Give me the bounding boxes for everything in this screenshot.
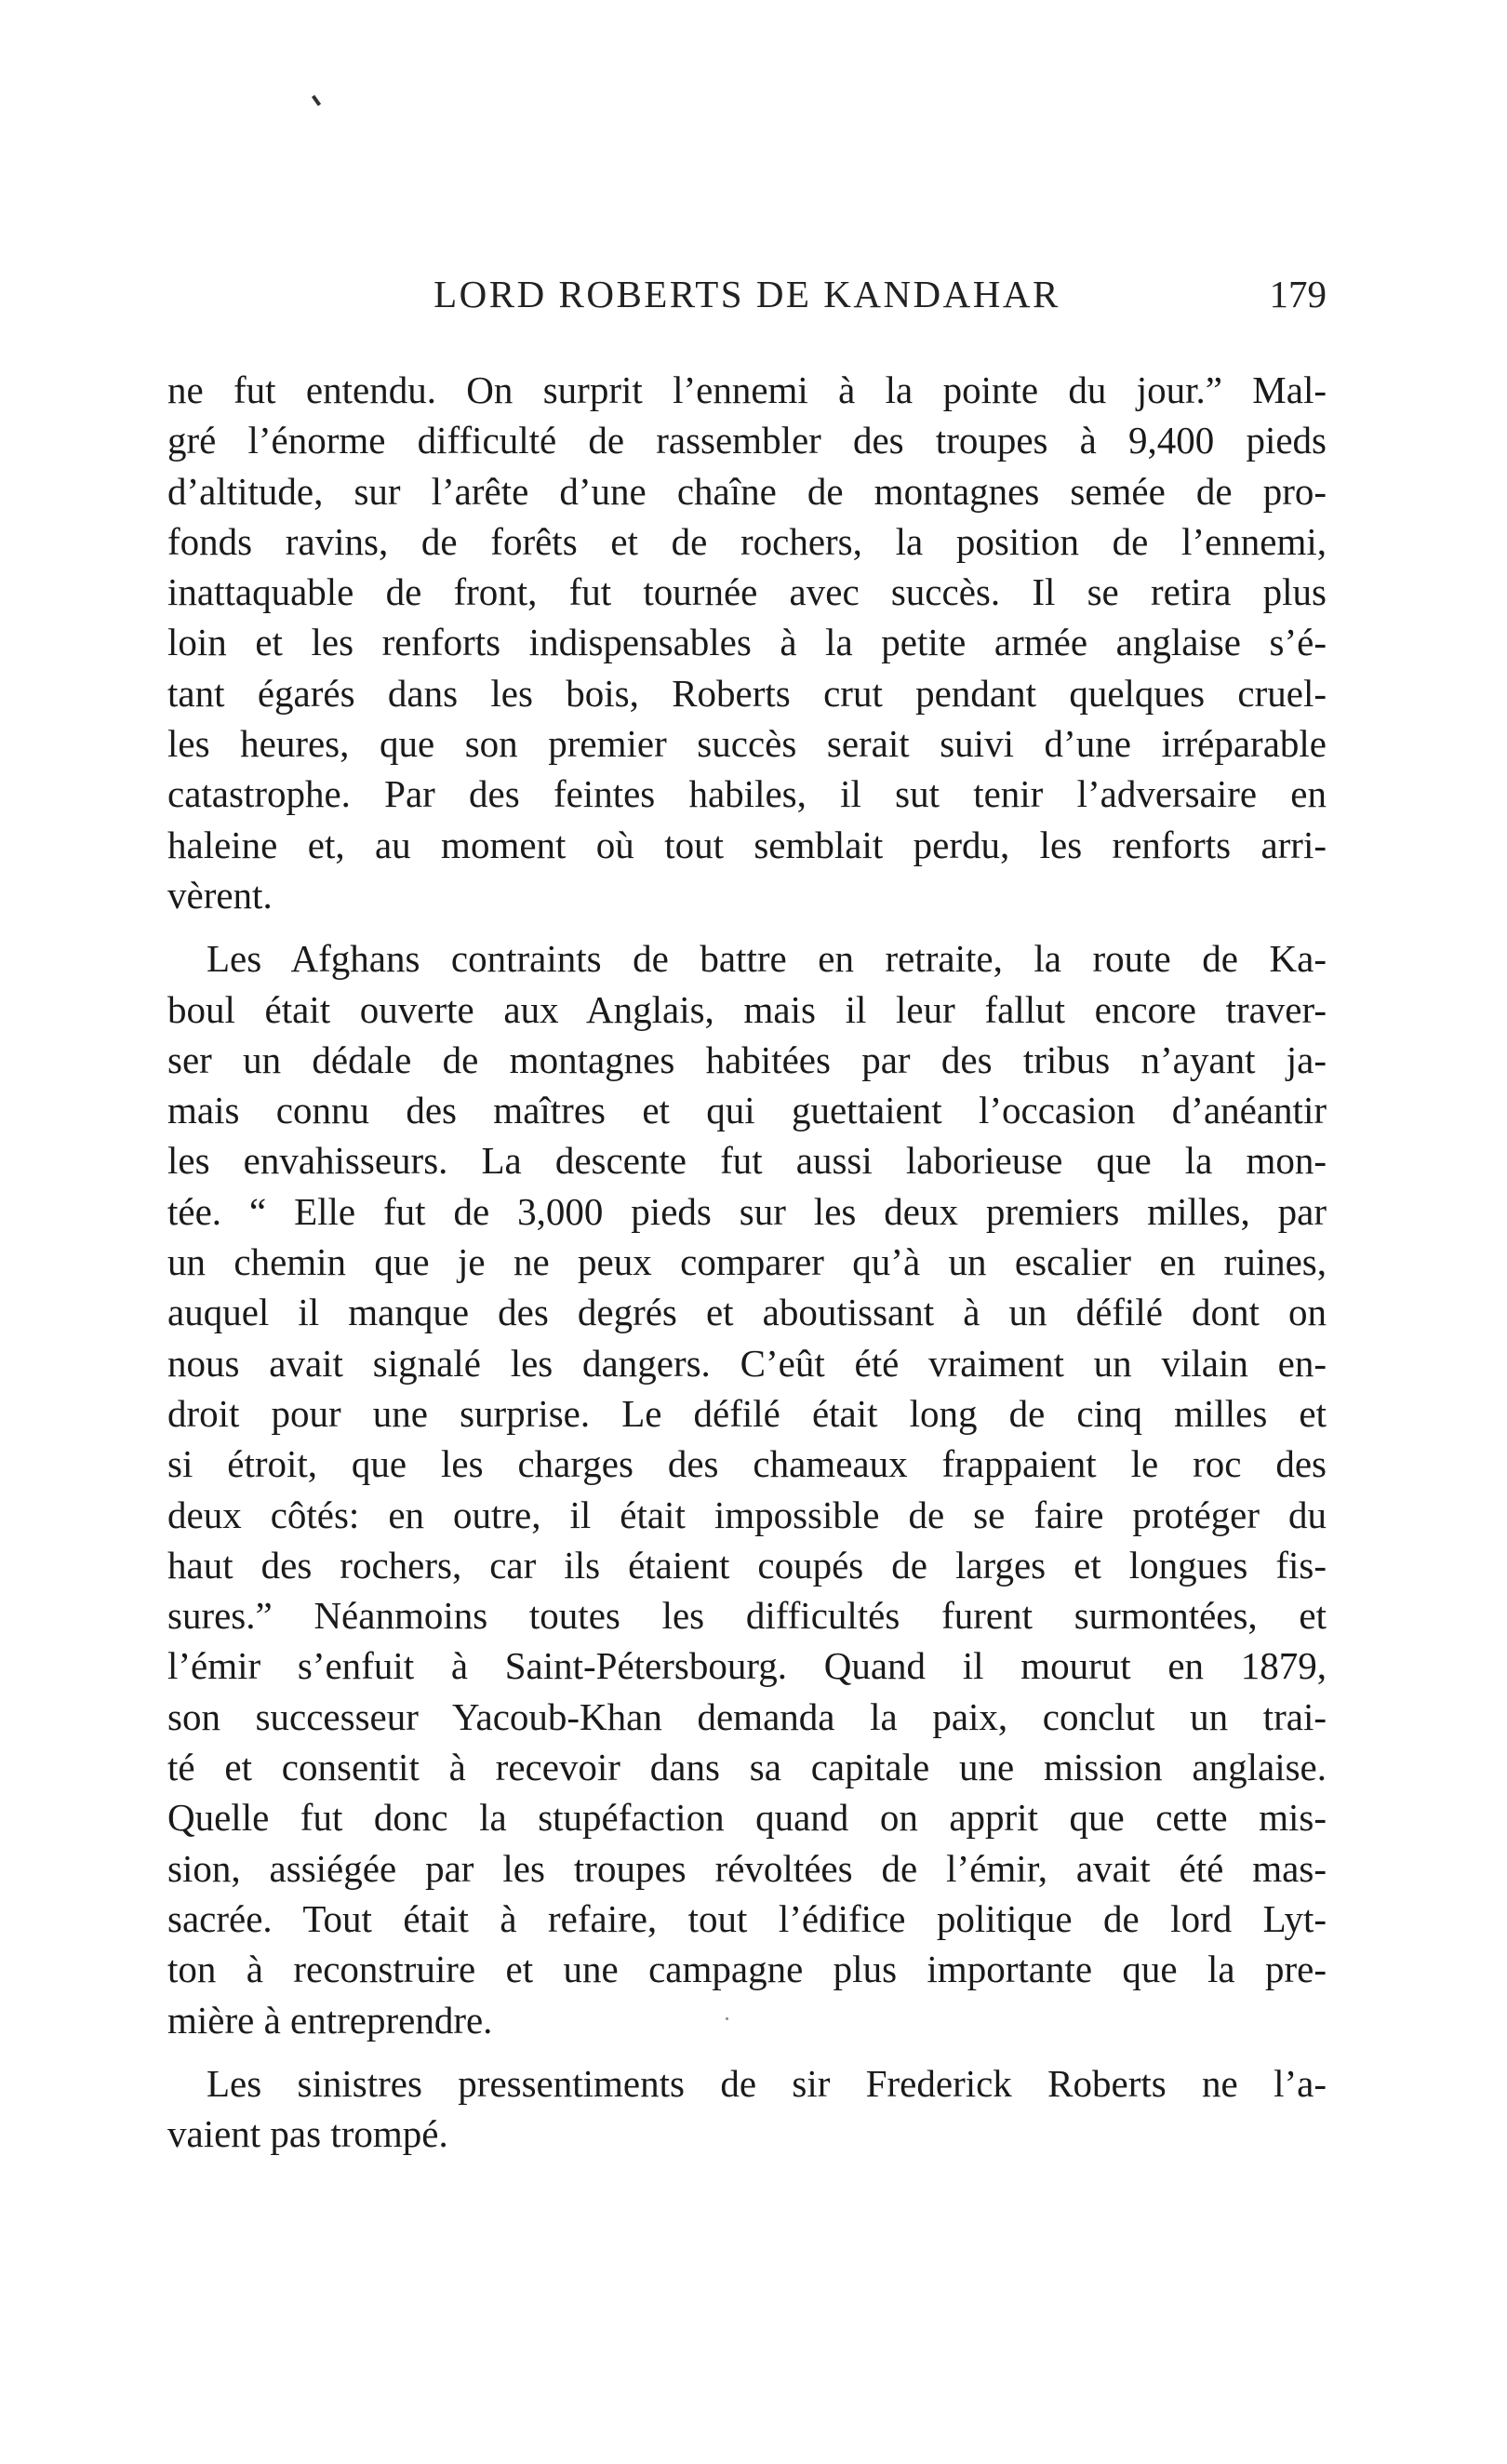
paragraph-3 [167,2058,1327,2160]
text-line: boul était ouverte aux Anglais, mais il leur fallut encore traver- [167,987,1327,1031]
paper-speck [726,2017,728,2020]
text-line: droit pour une surprise. Le défilé était long de cinq milles et [167,1391,1327,1435]
text-line: sacrée. Tout était à refaire, tout l’édifice politique de lord Lyt- [167,1896,1327,1940]
text-line: les heures, que son premier succès serait suivi d’une irréparable [167,722,1327,766]
text-line: gré l’énorme difficulté de rassembler des troupes à 9,400 pieds [167,419,1327,462]
text-line: son successeur Yacoub-Khan demanda la paix, conclut un trai- [167,1694,1327,1738]
text-line: deux côtés: en outre, il était impossible de se faire protéger du [167,1493,1327,1536]
text-line: tant égarés dans les bois, Roberts crut pendant quelques cruel- [167,671,1327,715]
text-line: sures.” Néanmoins toutes les difficultés furent surmontées, et [167,1594,1327,1638]
text-line: loin et les renforts indispensables à la petite armée anglaise s’é- [167,621,1327,664]
text-line: catastrophe. Par des feintes habiles, il sut tenir l’adversaire en [167,772,1327,816]
text-line: haleine et, au moment où tout semblait perdu, les renforts arri- [167,823,1327,866]
text-line: vèrent. [167,873,273,917]
text-line: l’émir s’enfuit à Saint-Pétersbourg. Quand il mourut en 1879, [167,1644,1327,1688]
text-line: d’altitude, sur l’arête d’une chaîne de montagnes semée de pro- [167,469,1327,513]
text-line: ton à reconstruire et une campagne plus importante que la pre- [167,1948,1327,1991]
running-head [167,266,1327,322]
body-text [167,365,1327,2159]
text-line: té et consentit à recevoir dans sa capitale une mission anglaise. [167,1746,1327,1789]
ink-speck [312,95,321,106]
text-line: inattaquable de front, fut tournée avec succès. Il se retira plus [167,570,1327,614]
text-line: nous avait signalé les dangers. C’eût été vraiment un vilain en- [167,1341,1327,1385]
running-title: LORD ROBERTS DE KANDAHAR [433,273,1060,315]
text-line: un chemin que je ne peux comparer qu’à un escalier en ruines, [167,1240,1327,1284]
text-line: mière à entreprendre. [167,1998,493,2042]
text-line: tée. “ Elle fut de 3,000 pieds sur les deux premiers milles, par [167,1189,1327,1233]
text-line: vaient pas trompé. [167,2112,448,2156]
text-line: Les Afghans contraints de battre en retraite, la route de Ka- [207,937,1327,981]
text-line: sion, assiégée par les troupes révoltées de l’émir, avait été mas- [167,1846,1327,1890]
text-line: auquel il manque des degrés et aboutissant à un défilé dont on [167,1291,1327,1334]
text-line: si étroit, que les charges des chameaux frappaient le roc des [167,1442,1327,1486]
paragraph-1 [167,365,1327,920]
text-line: Quelle fut donc la stupéfaction quand on apprit que cette mis- [167,1796,1327,1840]
text-line: mais connu des maîtres et qui guettaient l’occasion d’anéantir [167,1089,1327,1132]
paragraph-2 [167,933,1327,2045]
text-line: ser un dédale de montagnes habitées par des tribus n’ayant ja- [167,1038,1327,1081]
text-line: Les sinistres pressentiments de sir Frederick Roberts ne l’a- [207,2061,1327,2105]
text-line: haut des rochers, car ils étaient coupés de larges et longues fis- [167,1543,1327,1587]
text-line: les envahisseurs. La descente fut aussi laborieuse que la mon- [167,1139,1327,1183]
text-line: ne fut entendu. On surprit l’ennemi à la pointe du jour.” Mal- [167,368,1327,411]
page-number: 179 [1269,273,1327,315]
text-line: fonds ravins, de forêts et de rochers, la position de l’ennemi, [167,519,1327,563]
